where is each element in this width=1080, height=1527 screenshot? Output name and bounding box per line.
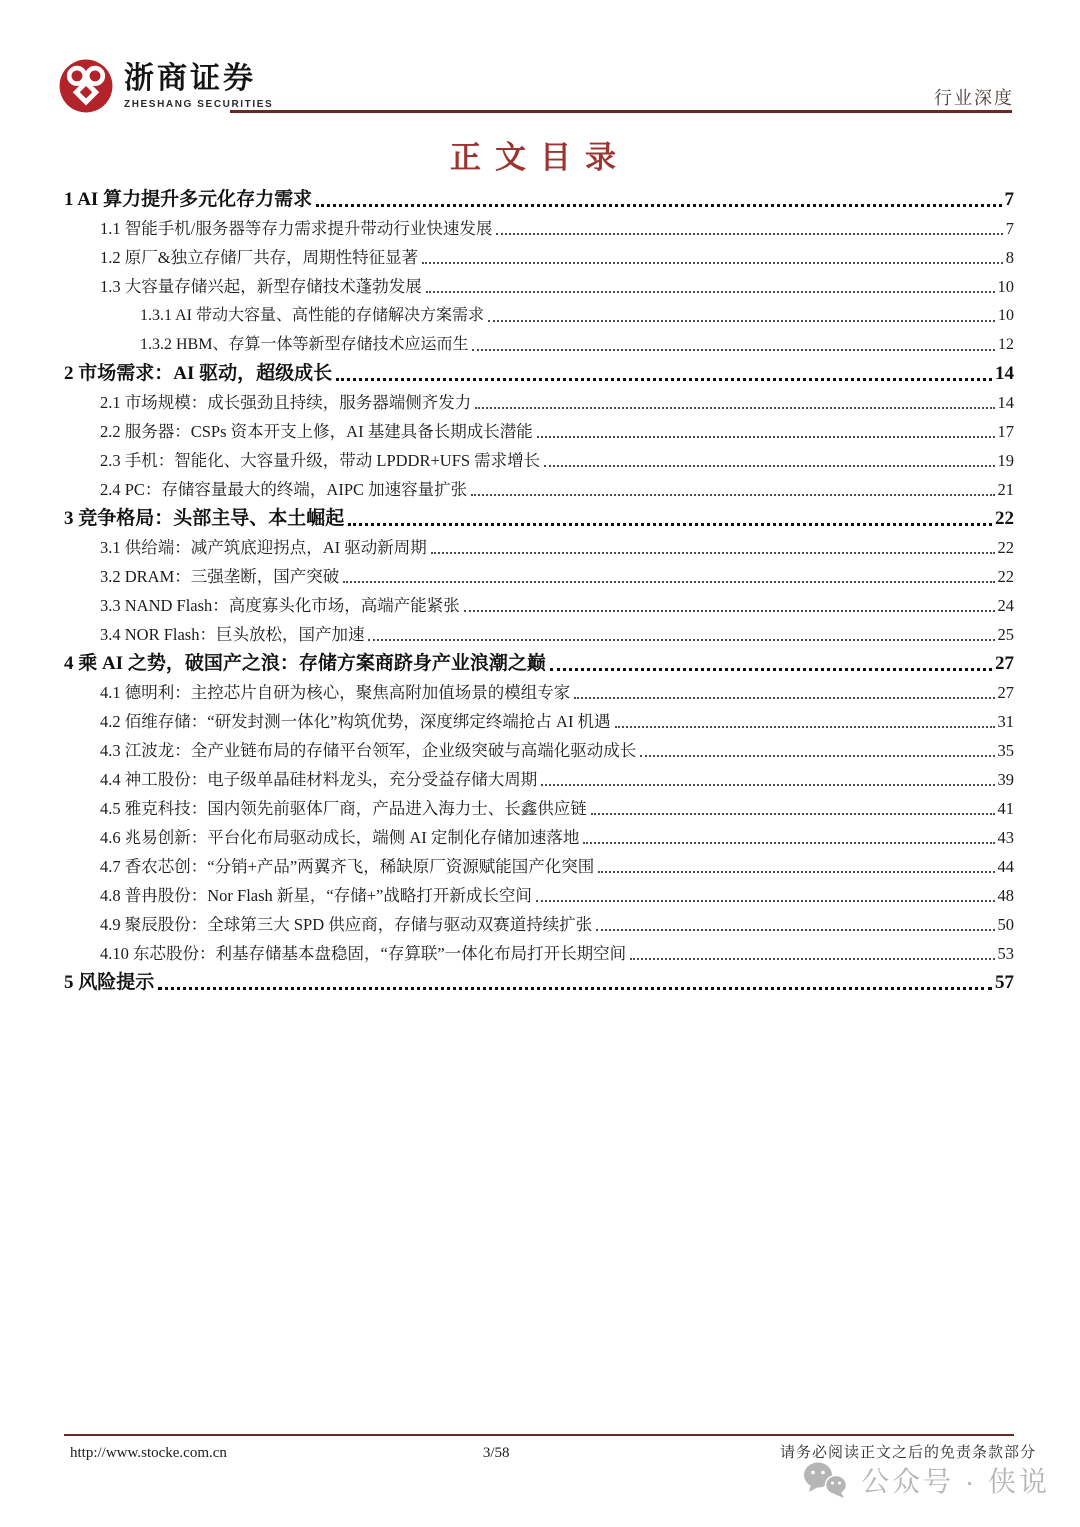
toc-leader-dots xyxy=(475,407,994,409)
toc-entry[interactable] xyxy=(64,502,1014,531)
toc-entry-label: 2.3 手机：智能化、大容量升级，带动 LPDDR+UFS 需求增长 xyxy=(100,451,541,470)
doc-type-label: 行业深度 xyxy=(934,88,1014,108)
toc-entry-label: 1.3.2 HBM、存算一体等新型存储技术应运而生 xyxy=(140,336,469,353)
toc-entry-page: 14 xyxy=(997,393,1014,412)
toc-entry-page: 22 xyxy=(997,538,1014,557)
toc-entry-page: 22 xyxy=(997,567,1014,586)
toc-entry-page: 14 xyxy=(995,363,1014,384)
toc-entry-page: 31 xyxy=(997,712,1014,731)
toc-entry-label: 2.1 市场规模：成长强劲且持续，服务器端侧齐发力 xyxy=(100,393,472,412)
brand-logo-text xyxy=(124,58,273,110)
toc-leader-dots xyxy=(343,581,994,583)
toc-leader-dots xyxy=(537,436,995,438)
toc-leader-dots xyxy=(422,262,1003,264)
toc-leader-dots xyxy=(368,639,994,641)
toc-entry-page: 25 xyxy=(997,625,1014,644)
toc-entry[interactable] xyxy=(64,444,1014,473)
toc-entry[interactable] xyxy=(64,415,1014,444)
toc-entry-page: 53 xyxy=(997,944,1014,963)
toc-entry-page: 50 xyxy=(997,915,1014,934)
toc-entry[interactable] xyxy=(64,850,1014,879)
toc-entry-page: 17 xyxy=(997,422,1014,441)
brand-name-en: ZHESHANG SECURITIES xyxy=(124,99,274,110)
toc-leader-dots xyxy=(541,784,994,786)
toc-entry-label: 3.1 供给端：减产筑底迎拐点，AI 驱动新周期 xyxy=(100,538,427,557)
toc-entry[interactable] xyxy=(64,792,1014,821)
toc-entry[interactable] xyxy=(64,734,1014,763)
footer-disclaimer: 请务必阅读正文之后的免责条款部分 xyxy=(780,1445,1037,1461)
toc-entry-page: 41 xyxy=(997,799,1014,818)
toc-entry-label: 3.4 NOR Flash：巨头放松，国产加速 xyxy=(100,625,365,644)
toc-entry-label: 1.2 原厂&独立存储厂共存，周期性特征显著 xyxy=(100,248,419,267)
page-title: 正文目录 xyxy=(450,140,630,175)
toc-entry[interactable] xyxy=(64,589,1014,618)
toc-leader-dots xyxy=(496,233,1002,235)
toc-entry[interactable] xyxy=(64,618,1014,647)
brand-logo xyxy=(58,58,273,114)
toc-entry-page: 24 xyxy=(997,596,1014,615)
toc-leader-dots xyxy=(536,900,995,902)
toc-leader-dots xyxy=(426,291,995,293)
toc-leader-dots xyxy=(583,842,994,844)
toc-leader-dots xyxy=(464,610,995,612)
toc-entry-page: 39 xyxy=(997,770,1014,789)
toc-entry[interactable] xyxy=(64,647,1014,676)
toc-leader-dots xyxy=(615,726,995,728)
toc-entry-page: 57 xyxy=(995,972,1014,993)
toc-entry[interactable] xyxy=(64,270,1014,299)
toc-entry-label: 2.4 PC：存储容量最大的终端，AIPC 加速容量扩张 xyxy=(100,480,468,499)
toc-entry-page: 48 xyxy=(997,886,1014,905)
toc-entry[interactable] xyxy=(64,966,1014,995)
toc-entry[interactable] xyxy=(64,879,1014,908)
toc-entry[interactable] xyxy=(64,299,1014,328)
toc-entry-label: 2.2 服务器：CSPs 资本开支上修，AI 基建具备长期成长潜能 xyxy=(100,422,533,441)
toc-leader-dots xyxy=(640,755,994,757)
toc-leader-dots xyxy=(488,320,995,322)
toc-entry-label: 4.5 雅克科技：国内领先前驱体厂商，产品进入海力士、长鑫供应链 xyxy=(100,799,587,818)
toc-entry-page: 19 xyxy=(997,451,1014,470)
toc-entry-label: 4.2 佰维存储：“研发封测一体化”构筑优势，深度绑定终端抢占 AI 机遇 xyxy=(100,712,611,731)
toc-entry-page: 10 xyxy=(998,307,1014,324)
toc-entry[interactable] xyxy=(64,328,1014,357)
toc-entry[interactable] xyxy=(64,821,1014,850)
wechat-watermark xyxy=(801,1460,1050,1500)
toc-entry-page: 21 xyxy=(997,480,1014,499)
toc-entry-label: 1 AI 算力提升多元化存力需求 xyxy=(64,189,313,210)
toc-entry[interactable] xyxy=(64,212,1014,241)
toc-entry-page: 7 xyxy=(1004,189,1014,210)
footer-rule xyxy=(64,1434,1014,1436)
toc-entry-label: 4.7 香农芯创：“分销+产品”两翼齐飞，稀缺原厂资源赋能国产化突围 xyxy=(100,857,595,876)
toc-leader-dots xyxy=(544,465,994,467)
page-footer xyxy=(70,1441,1036,1462)
toc-entry-label: 3 竞争格局：头部主导、本土崛起 xyxy=(64,508,345,529)
toc-entry-label: 4.9 聚辰股份：全球第三大 SPD 供应商，存储与驱动双赛道持续扩张 xyxy=(100,915,593,934)
toc-entry-page: 10 xyxy=(997,277,1014,296)
toc-leader-dots xyxy=(591,813,995,815)
toc-leader-dots xyxy=(336,378,992,381)
toc-entry[interactable] xyxy=(64,937,1014,966)
brand-name-cn: 浙商证券 xyxy=(124,62,256,95)
toc-entry-page: 7 xyxy=(1005,219,1014,238)
toc-entry-page: 35 xyxy=(997,741,1014,760)
table-of-contents xyxy=(64,183,1014,995)
toc-entry[interactable] xyxy=(64,763,1014,792)
toc-entry[interactable] xyxy=(64,473,1014,502)
toc-entry[interactable] xyxy=(64,705,1014,734)
toc-entry-label: 4.1 德明利：主控芯片自研为核心，聚焦高附加值场景的模组专家 xyxy=(100,683,571,702)
header-rule xyxy=(230,110,1012,113)
toc-entry-label: 4 乘 AI 之势，破国产之浪：存储方案商跻身产业浪潮之巅 xyxy=(64,653,546,674)
toc-entry-page: 22 xyxy=(995,508,1014,529)
footer-page-number: 3/58 xyxy=(482,1445,510,1461)
toc-entry-page: 12 xyxy=(998,336,1014,353)
toc-leader-dots xyxy=(596,929,994,931)
toc-entry-page: 8 xyxy=(1005,248,1014,267)
toc-entry-page: 27 xyxy=(997,683,1014,702)
toc-entry[interactable] xyxy=(64,183,1014,212)
toc-entry-label: 4.8 普冉股份：Nor Flash 新星，“存储+”战略打开新成长空间 xyxy=(100,886,532,905)
footer-url-link[interactable]: http://www.stocke.com.cn xyxy=(70,1445,227,1461)
toc-leader-dots xyxy=(598,871,994,873)
toc-entry[interactable] xyxy=(64,241,1014,270)
watermark-label: 公众号 · 侠说 xyxy=(861,1466,1050,1497)
toc-entry-label: 4.3 江波龙：全产业链布局的存储平台领军，企业级突破与高端化驱动成长 xyxy=(100,741,637,760)
toc-entry[interactable] xyxy=(64,908,1014,937)
toc-leader-dots xyxy=(574,697,994,699)
toc-entry-label: 1.3 大容量存储兴起，新型存储技术蓬勃发展 xyxy=(100,277,422,296)
brand-logo-icon xyxy=(58,58,114,114)
wechat-icon xyxy=(801,1460,849,1500)
toc-entry-label: 4.6 兆易创新：平台化布局驱动成长，端侧 AI 定制化存储加速落地 xyxy=(100,828,580,847)
toc-entry-label: 3.3 NAND Flash：高度寡头化市场，高端产能紧张 xyxy=(100,596,460,615)
toc-leader-dots xyxy=(471,494,994,496)
toc-entry-label: 5 风险提示 xyxy=(64,972,155,993)
toc-entry-page: 27 xyxy=(995,653,1014,674)
toc-leader-dots xyxy=(630,958,994,960)
toc-leader-dots xyxy=(316,204,1001,207)
toc-entry-label: 3.2 DRAM：三强垄断，国产突破 xyxy=(100,567,340,586)
toc-entry-label: 4.10 东芯股份：利基存储基本盘稳固，“存算联”一体化布局打开长期空间 xyxy=(100,944,627,963)
toc-leader-dots xyxy=(472,349,995,351)
toc-entry[interactable] xyxy=(64,560,1014,589)
toc-leader-dots xyxy=(550,668,992,671)
toc-entry-page: 43 xyxy=(997,828,1014,847)
toc-entry-label: 4.4 神工股份：电子级单晶硅材料龙头，充分受益存储大周期 xyxy=(100,770,538,789)
toc-entry-label: 2 市场需求：AI 驱动，超级成长 xyxy=(64,363,333,384)
toc-entry-page: 44 xyxy=(997,857,1014,876)
toc-entry[interactable] xyxy=(64,676,1014,705)
toc-leader-dots xyxy=(348,523,992,526)
toc-entry[interactable] xyxy=(64,531,1014,560)
toc-entry-label: 1.1 智能手机/服务器等存力需求提升带动行业快速发展 xyxy=(100,219,493,238)
toc-leader-dots xyxy=(158,987,992,990)
toc-entry[interactable] xyxy=(64,357,1014,386)
toc-leader-dots xyxy=(431,552,995,554)
toc-entry-label: 1.3.1 AI 带动大容量、高性能的存储解决方案需求 xyxy=(140,307,485,324)
toc-entry[interactable] xyxy=(64,386,1014,415)
